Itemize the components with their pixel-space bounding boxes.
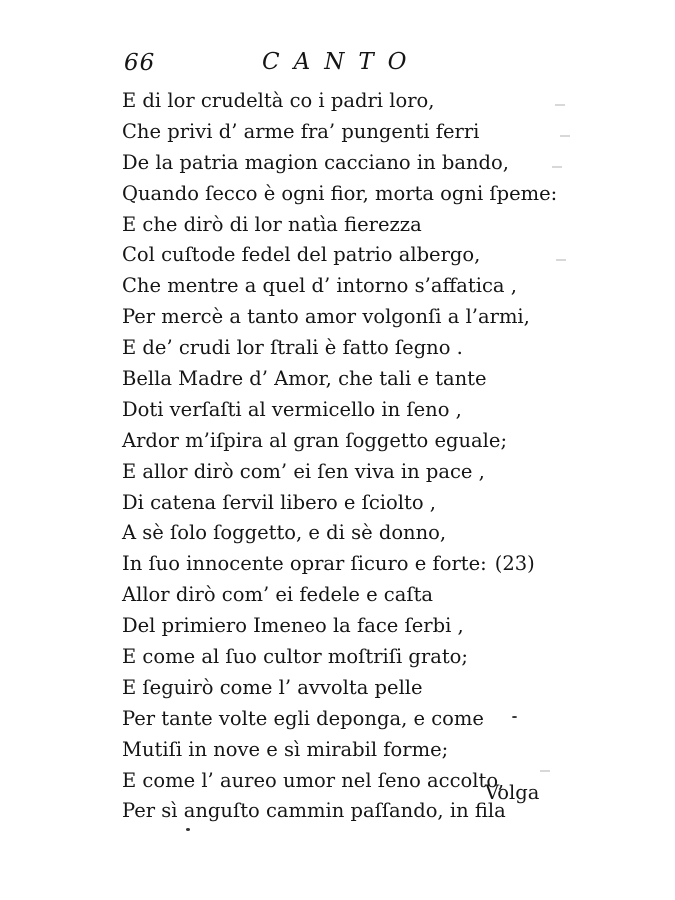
show-through-mark: [540, 770, 550, 772]
verse-line: Per tante volte egli deponga, e come: [122, 706, 484, 730]
verse-line: Mutiſi in nove e sì mirabil forme;: [122, 737, 449, 761]
verse-line: E allor dirò com’ ei ſen viva in pace ,: [122, 459, 485, 483]
verse-line: Di catena ſervil libero e ſciolto ,: [122, 490, 436, 514]
verse-line: E ſeguirò come l’ avvolta pelle: [122, 675, 423, 699]
verse-line: Bella Madre d’ Amor, che tali e tante: [122, 367, 487, 391]
verse-line: E de’ crudi lor ſtrali è fatto ſegno .: [122, 336, 463, 360]
verse-line: Che mentre a quel d’ intorno s’affatica ,: [122, 274, 517, 298]
verse-line: Che privi d’ arme fra’ pungenti ferri: [122, 119, 480, 143]
verse-line: Ardor m’iſpira al gran ſoggetto eguale;: [122, 428, 508, 452]
show-through-mark: [556, 259, 566, 261]
verse-line: De la patria magion cacciano in bando,: [122, 150, 509, 174]
verse-line: Doti verſaſti al vermicello in ſeno ,: [122, 397, 462, 421]
verse-line: Per sì anguſto cammin paſſando, in fila: [122, 799, 506, 823]
paper-speck: [186, 828, 190, 831]
verse-line: Per mercè a tanto amor volgonſi a l’armi,: [122, 305, 530, 329]
page-number: 66: [124, 50, 156, 76]
verse-line: In ſuo innocente oprar ſicuro e forte: (23): [122, 552, 535, 576]
running-head: CANTO: [262, 49, 421, 75]
verse-line: E che dirò di lor natìa fierezza: [122, 212, 422, 236]
verse-line: Quando ſecco è ogni fior, morta ogni ſpeme:: [122, 181, 558, 205]
verse-line: Allor dirò com’ ei fedele e caſta: [122, 583, 434, 607]
show-through-mark: [560, 135, 570, 137]
catchword: Volga: [485, 781, 540, 804]
verse-line: Del primiero Imeneo la face ſerbi ,: [122, 614, 464, 638]
show-through-mark: [555, 104, 565, 106]
margin-note: (23): [494, 552, 535, 576]
verse-line: E come al ſuo cultor moſtriſi grato;: [122, 645, 468, 669]
verse-line: E come l’ aureo umor nel ſeno accolto,: [122, 768, 505, 792]
verse-line: A sè ſolo ſoggetto, e di sè donno,: [122, 521, 447, 545]
paper-speck: [512, 716, 517, 718]
verse-line: E di lor crudeltà co i padri loro,: [122, 89, 435, 112]
show-through-mark: [552, 166, 562, 168]
verse-line: Col cuſtode fedel del patrio albergo,: [122, 243, 481, 267]
